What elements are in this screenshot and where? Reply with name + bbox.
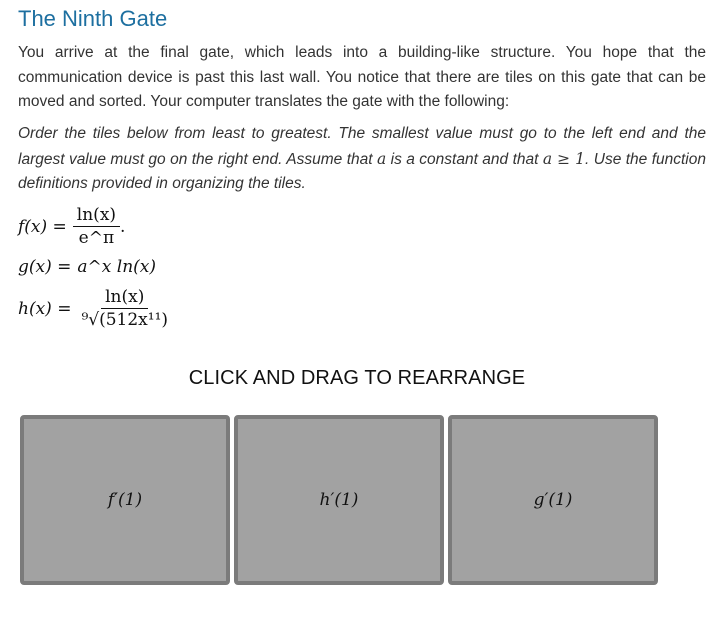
instructions-part1: Order the tiles below from least to greatest. The smallest value must go to the left end and the largest value must go on the right end. Assume that xyxy=(18,125,706,168)
definition-g xyxy=(18,257,156,277)
definition-h xyxy=(18,287,172,330)
instructions-var-a: a xyxy=(376,149,387,168)
instructions-part3: . Use the function definitions provided in organizing the tiles. xyxy=(18,150,706,192)
tile-f-prime-label: f′(1) xyxy=(107,490,143,510)
instructions-condition: a ≥ 1 xyxy=(542,149,586,168)
definition-g-lhs: g(x) = xyxy=(18,257,72,277)
tile-h-prime-label: h′(1) xyxy=(319,490,359,510)
definition-f-suffix: . xyxy=(120,216,126,237)
definition-h-denominator: ⁹√(512x¹¹) xyxy=(81,310,169,330)
definition-f-lhs: f(x) = xyxy=(18,216,67,237)
tile-h-prime[interactable] xyxy=(234,415,444,585)
intro-text: You arrive at the final gate, which leads into a building-like structure. You hope that the communication device is past this last wall. You notice that there are tiles on this gate that can be moved and sorted. Your computer translates the gate with the following: xyxy=(18,44,706,110)
tile-g-prime[interactable] xyxy=(448,415,658,585)
tile-g-prime-label: g′(1) xyxy=(533,490,573,510)
definition-h-numerator: ln(x) xyxy=(101,287,148,309)
definition-f-fraction xyxy=(73,205,120,248)
drag-instruction: CLICK AND DRAG TO REARRANGE xyxy=(188,367,526,389)
definition-g-expression: a^x ln(x) xyxy=(77,257,156,277)
instructions-text xyxy=(18,122,706,197)
instructions-part2: is a constant and that xyxy=(386,150,543,168)
definition-f-denominator: e^π xyxy=(78,228,115,248)
definition-h-fraction xyxy=(77,287,172,330)
page-title: The Ninth Gate xyxy=(18,6,168,31)
definition-h-lhs: h(x) = xyxy=(18,298,72,319)
definition-f xyxy=(18,205,125,248)
tile-f-prime[interactable] xyxy=(20,415,230,585)
definition-f-numerator: ln(x) xyxy=(73,205,120,227)
